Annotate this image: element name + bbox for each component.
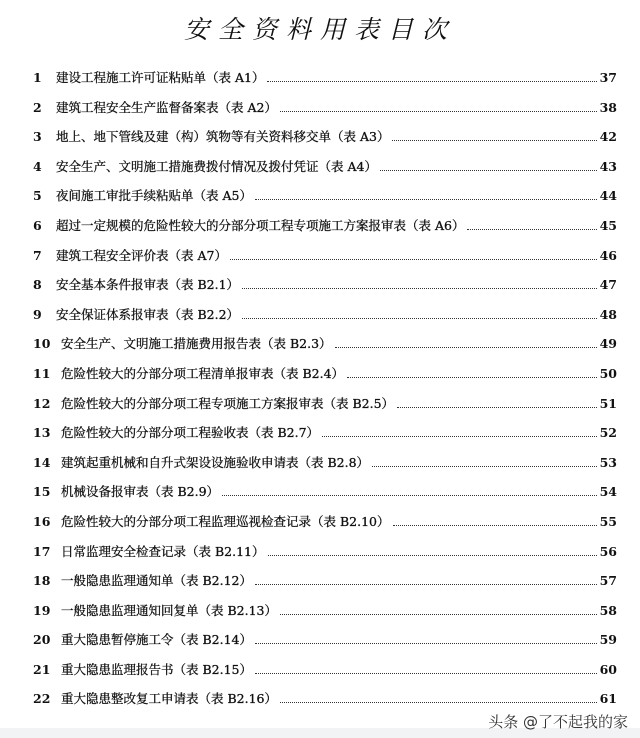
toc-entry[interactable] — [33, 455, 617, 485]
dot-leader — [393, 514, 597, 526]
entry-page: 42 — [599, 129, 617, 145]
entry-page: 50 — [599, 365, 617, 381]
dot-leader — [255, 188, 597, 200]
toc-entry[interactable] — [33, 248, 617, 278]
entry-label: 地上、地下管线及建（构）筑物等有关资料移交单（表 A3） — [56, 129, 390, 145]
entry-number: 18 — [33, 573, 51, 589]
dot-leader — [467, 218, 596, 230]
entry-page: 49 — [599, 336, 617, 352]
entry-label: 机械设备报审表（表 B2.9） — [61, 484, 220, 500]
toc-entry[interactable] — [33, 366, 617, 396]
entry-number: 15 — [33, 484, 51, 500]
entry-page: 46 — [599, 247, 617, 263]
entry-number: 20 — [33, 632, 51, 648]
entry-label: 重大隐患监理报告书（表 B2.15） — [61, 661, 252, 677]
dot-leader — [255, 632, 597, 644]
entry-number: 22 — [33, 691, 51, 707]
toc-entry[interactable] — [33, 100, 617, 130]
entry-number: 8 — [33, 277, 42, 293]
dot-leader — [392, 129, 596, 141]
entry-number: 14 — [33, 454, 51, 470]
entry-label: 安全保证体系报审表（表 B2.2） — [56, 306, 240, 322]
dot-leader — [267, 70, 596, 82]
entry-label: 危险性较大的分部分项工程清单报审表（表 B2.4） — [61, 365, 345, 381]
entry-page: 56 — [599, 543, 617, 559]
entry-page: 60 — [599, 661, 617, 677]
entry-number: 5 — [33, 188, 42, 204]
toc-entry[interactable] — [33, 188, 617, 218]
entry-page: 58 — [599, 602, 617, 618]
toc-entry[interactable] — [33, 514, 617, 544]
entry-page: 54 — [599, 484, 617, 500]
dot-leader — [255, 573, 597, 585]
dot-leader — [372, 455, 597, 467]
entry-number: 1 — [33, 70, 42, 85]
dot-leader — [280, 691, 597, 703]
dot-leader — [347, 366, 597, 378]
toc-entry[interactable] — [33, 425, 617, 455]
entry-label: 一般隐患监理通知回复单（表 B2.13） — [61, 602, 277, 618]
entry-number: 7 — [33, 247, 42, 263]
entry-page: 43 — [599, 158, 617, 174]
dot-leader — [255, 662, 597, 674]
entry-label: 建筑工程安全评价表（表 A7） — [56, 247, 227, 263]
entry-page: 47 — [599, 277, 617, 293]
entry-page: 44 — [599, 188, 617, 204]
entry-page: 61 — [599, 691, 617, 707]
entry-label: 重大隐患暂停施工令（表 B2.14） — [61, 632, 252, 648]
toc-entry[interactable] — [33, 396, 617, 426]
entry-label: 危险性较大的分部分项工程验收表（表 B2.7） — [61, 425, 320, 441]
dot-leader — [268, 544, 597, 556]
toc-entry[interactable] — [33, 632, 617, 662]
entry-page: 59 — [599, 632, 617, 648]
entry-number: 16 — [33, 513, 51, 529]
dot-leader — [380, 159, 597, 171]
entry-label: 重大隐患整改复工申请表（表 B2.16） — [61, 691, 277, 707]
entry-label: 危险性较大的分部分项工程专项施工方案报审表（表 B2.5） — [61, 395, 395, 411]
watermark: 头条 @了不起我的家 — [488, 713, 628, 731]
entry-page: 53 — [599, 454, 617, 470]
toc-entry[interactable] — [33, 129, 617, 159]
entry-number: 6 — [33, 217, 42, 233]
dot-leader — [397, 396, 597, 408]
toc-entry[interactable] — [33, 159, 617, 189]
dot-leader — [322, 425, 597, 437]
entry-number: 17 — [33, 543, 51, 559]
entry-label: 夜间施工审批手续粘贴单（表 A5） — [56, 188, 252, 204]
entry-number: 2 — [33, 99, 42, 115]
entry-label: 建筑起重机械和自升式架设设施验收申请表（表 B2.8） — [61, 454, 370, 470]
entry-label: 危险性较大的分部分项工程监理巡视检查记录（表 B2.10） — [61, 513, 390, 529]
entry-page: 48 — [599, 306, 617, 322]
entry-number: 11 — [33, 365, 51, 381]
entry-number: 10 — [33, 336, 51, 352]
entry-number: 21 — [33, 661, 51, 677]
entry-page: 45 — [599, 217, 617, 233]
toc-entry[interactable] — [33, 307, 617, 337]
entry-label: 超过一定规模的危险性较大的分部分项工程专项施工方案报审表（表 A6） — [56, 217, 465, 233]
document-title: 安全资料用表目次 — [183, 15, 456, 44]
toc-entry[interactable] — [33, 70, 617, 100]
toc-entry[interactable] — [33, 277, 617, 307]
entry-label: 一般隐患监理通知单（表 B2.12） — [61, 573, 252, 589]
entry-number: 19 — [33, 602, 51, 618]
entry-label: 建筑工程安全生产监督备案表（表 A2） — [56, 99, 277, 115]
entry-page: 52 — [599, 425, 617, 441]
toc-entry[interactable] — [33, 484, 617, 514]
entry-label: 建设工程施工许可证粘贴单（表 A1） — [56, 70, 265, 85]
dot-leader — [242, 307, 597, 319]
toc-entry[interactable] — [33, 573, 617, 603]
dot-leader — [335, 336, 597, 348]
dot-leader — [280, 100, 597, 112]
entry-page: 51 — [599, 395, 617, 411]
dot-leader — [222, 484, 597, 496]
entry-number: 13 — [33, 425, 51, 441]
entry-number: 4 — [33, 158, 42, 174]
entry-page: 37 — [599, 70, 617, 85]
entry-page: 57 — [599, 573, 617, 589]
entry-number: 9 — [33, 306, 42, 322]
dot-leader — [280, 603, 597, 615]
entry-label: 日常监理安全检查记录（表 B2.11） — [61, 543, 265, 559]
dot-leader — [242, 277, 597, 289]
toc-entry[interactable] — [33, 603, 617, 633]
entry-label: 安全生产、文明施工措施费拨付情况及拨付凭证（表 A4） — [56, 158, 377, 174]
entry-page: 38 — [599, 99, 617, 115]
toc-entry[interactable] — [33, 336, 617, 366]
table-of-contents — [33, 70, 617, 721]
toc-entry[interactable] — [33, 218, 617, 248]
entry-label: 安全生产、文明施工措施费用报告表（表 B2.3） — [61, 336, 332, 352]
entry-label: 安全基本条件报审表（表 B2.1） — [56, 277, 240, 293]
entry-page: 55 — [599, 513, 617, 529]
entry-number: 12 — [33, 395, 51, 411]
toc-entry[interactable] — [33, 662, 617, 692]
entry-number: 3 — [33, 129, 42, 145]
toc-entry[interactable] — [33, 544, 617, 574]
dot-leader — [230, 248, 597, 260]
